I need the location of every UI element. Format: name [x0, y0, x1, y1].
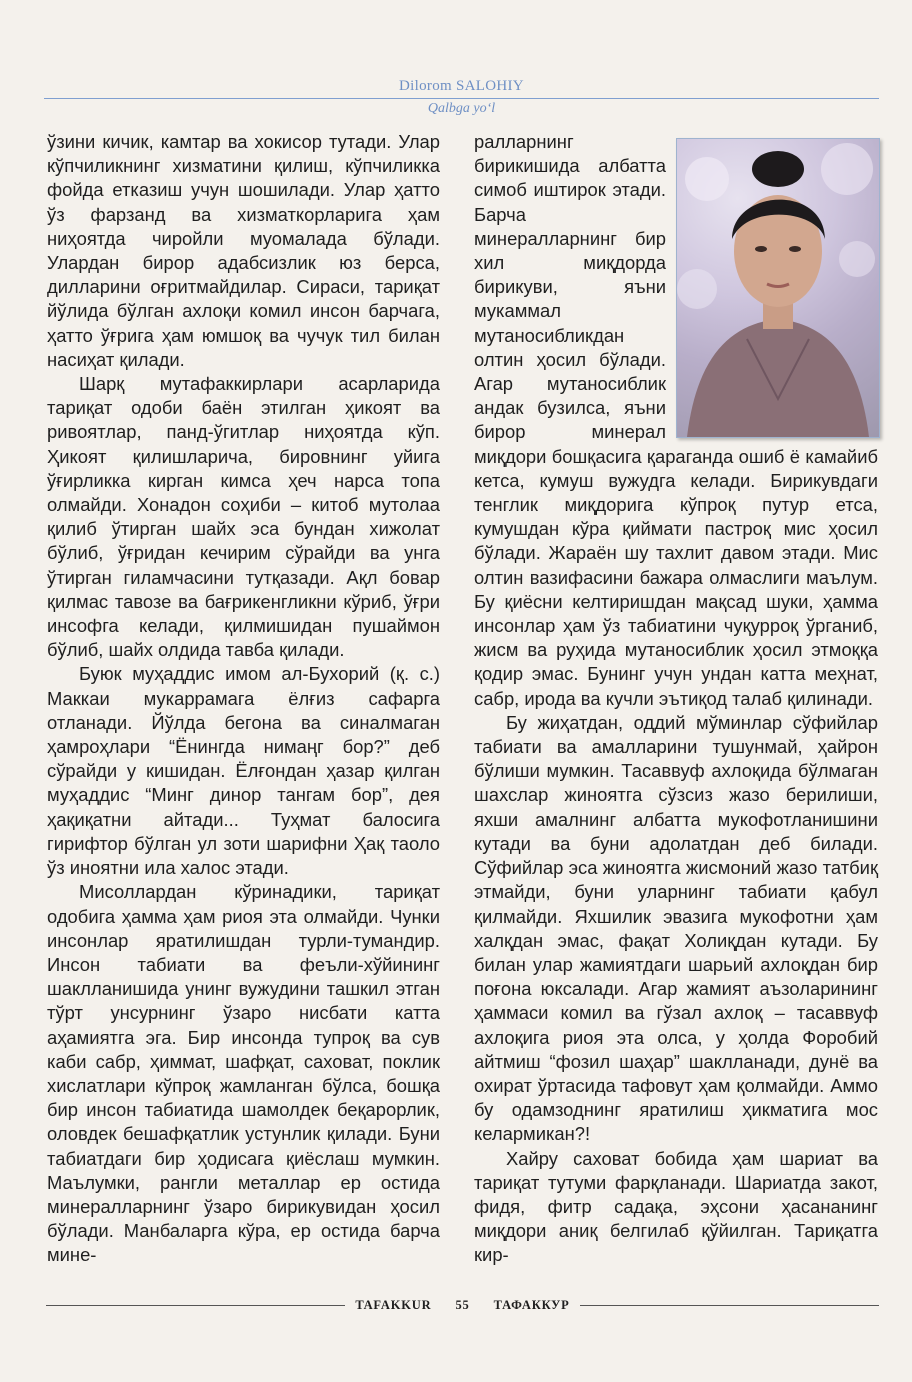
- page-number: 55: [455, 1298, 470, 1312]
- page-footer: [46, 1298, 879, 1313]
- article-title: Qalbga yo‘l: [427, 101, 496, 116]
- footer-label-cyrillic: ТАФАККУР: [493, 1298, 570, 1312]
- paragraph: Бу жиҳатдан, оддий мўминлар сўфийлар табиати ва амалларини тушунмай, ҳайрон бўлиши мумкин. Тасаввуф ахлоқида бўлмаган шахслар жиноятга сўзсиз жазо берилиши, яхши амалнинг албатта мукофотланишини кутади ва буни адолатдан деб билади. Сўфийлар эса жиноятга жисмоний жазо татбиқ этмайди, буни уларнинг табиати қабул қилмайди. Яхшилик эвазига мукофотни ҳам халқдан эмас, фақат Холиқдан кутади. Бу билан улар жамиятдаги шарьий ахлоқдан бир поғона юксалади. Агар жамият аъзоларининг ҳаммаси комил ва гўзал ахлоқ – тасаввуф ахлоқига риоя эта олса, у ҳолда Форобий айтмиш “фозил шаҳар” шаклланади, дунё ва охират ўртасида тафовут ҳам қолмайди. Аммо бу одамзоднинг яратилиш ҳикматига мос келармикан?!: [474, 711, 878, 1145]
- footer-label-latin: TAFAKKUR: [355, 1298, 432, 1312]
- paragraph: ўзини кичик, камтар ва хокисор тутади. Улар кўпчиликнинг хизматини қилиш, кўпчиликка фойда етказиш учун шошилади. Улар ҳатто ўз фарзанд ва хизматкорларига ҳам ниҳоятда чиройли муомалада бўлади. Улардан бирор адабсизлик юз берса, дилларини оғритмайдилар. Сираси, тариқат йўлида бўлган ахлоқи комил инсон барчага, ҳатто ўғрига ҳам юмшоқ ва чучук тил билан насиҳат қилади.: [47, 131, 440, 370]
- footer-rule-left: [46, 1305, 345, 1306]
- author-photo: [676, 138, 880, 438]
- paragraph: Хайру саховат бобида ҳам шариат ва тариқат тутуми фарқланади. Шариатда закот, фидя, фитр садақа, эҳсони ҳасананинг миқдори аниқ белгилаб қўйилган. Тариқатга кир-: [474, 1147, 878, 1266]
- page-header: [44, 78, 879, 117]
- paragraph: Мисоллардан кўринадики, тариқат одобига ҳамма ҳам риоя эта олмайди. Чунки инсонлар яратилишдан турли-тумандир. Инсон табиати ва феъли-хўйининг шаклланишида унинг вужудини ташкил этган тўрт унсурнинг ўзаро нисбати катта аҳамиятга эга. Бир инсонда тупроқ ва сув каби сабр, ҳиммат, шафқат, саховат, поклик хислатлари кўпроқ жамланган бўлса, бошқа бир инсон табиатида шамолдек беқарорлик, оловдек бешафқатлик устунлик қилади. Буни табиатдаги бир ҳодисага қиёслаш мумкин. Маълумки, рангли металлар ер остида минералларнинг ўзаро бирикувидан ҳосил бўлади. Манбаларга кўра, ер остида барча мине-: [47, 881, 440, 1266]
- left-column: [47, 130, 440, 1268]
- paragraph: Буюк муҳаддис имом ал-Бухорий (қ. с.) Маккаи мукаррамага ёлғиз сафарга отланади. Йўлда бегона ва синалмаган ҳамроҳлари “Ёнингда нимаңг бор?” деб сўрайди у кишидан. Ёлғондан ҳазар қилган муҳаддис “Минг динор тангам бор”, дея ҳақиқатни айтади... Туҳмат балосига гирифтор бўлган ул зоти шарифни Ҳақ таоло ўз иноятни ила халос этади.: [47, 663, 440, 879]
- paragraph: ралларнинг бирикишида албатта симоб иштирок этади. Барча минералларнинг бир хил миқдорда бирикуви, яъни мукаммал мутаносибликдан олтин ҳосил бўлади. Агар мутаносиблик андак бузилса, яъни бирор минерал миқдори бошқасига қараганда ошиб ё камайиб кетса, кумуш вужудга келади. Бирикувдаги тенглик миқдорига кўпроқ путур етса, кумушдан кўра қиймати пастроқ мис ҳосил бўлади. Жараён шу тахлит давом этади. Мис олтин вазифасини бажара олмаслиги маълум. Бу қиёсни келтиришдан мақсад шуки, ҳамма инсонлар ҳам ўз табиатини чуқурроқ ўрганиб, жисм ва руҳида мутаносиблик ҳосил этмоққа қодир эмас. Бунинг учун ундан катта меҳнат, сабр, ирода ва кучли эътиқод талаб қилинади.: [474, 131, 878, 709]
- right-column: [474, 130, 878, 1268]
- paragraph: Шарқ мутафаккирлари асарларида тариқат одоби баён этилган ҳикоят ва ривоятлар, панд-ўгитлар ниҳоятда кўп. Ҳикоят қилишларича, бировнинг уйига ўғирликка кирган кимса ҳеч нарса топа олмайди. Хонадон соҳиби – китоб мутолаа қилиб ўтирган шайх эса бундан хижолат бўлиб, ўғридан кечирим сўрайди ва унга ўтирган гиламчасини тутқазади. Ақл бовар қилмас тавозе ва бағрикенгликни кўриб, ўғри инсофга келади, қилмишидан пушаймон бўлиб, шайх олдида тавба қилади.: [47, 373, 440, 661]
- author-name: Dilorom SALOHIY: [399, 78, 524, 94]
- header-rule: [44, 98, 879, 99]
- footer-rule-right: [580, 1305, 879, 1306]
- portrait-illustration: [677, 139, 879, 437]
